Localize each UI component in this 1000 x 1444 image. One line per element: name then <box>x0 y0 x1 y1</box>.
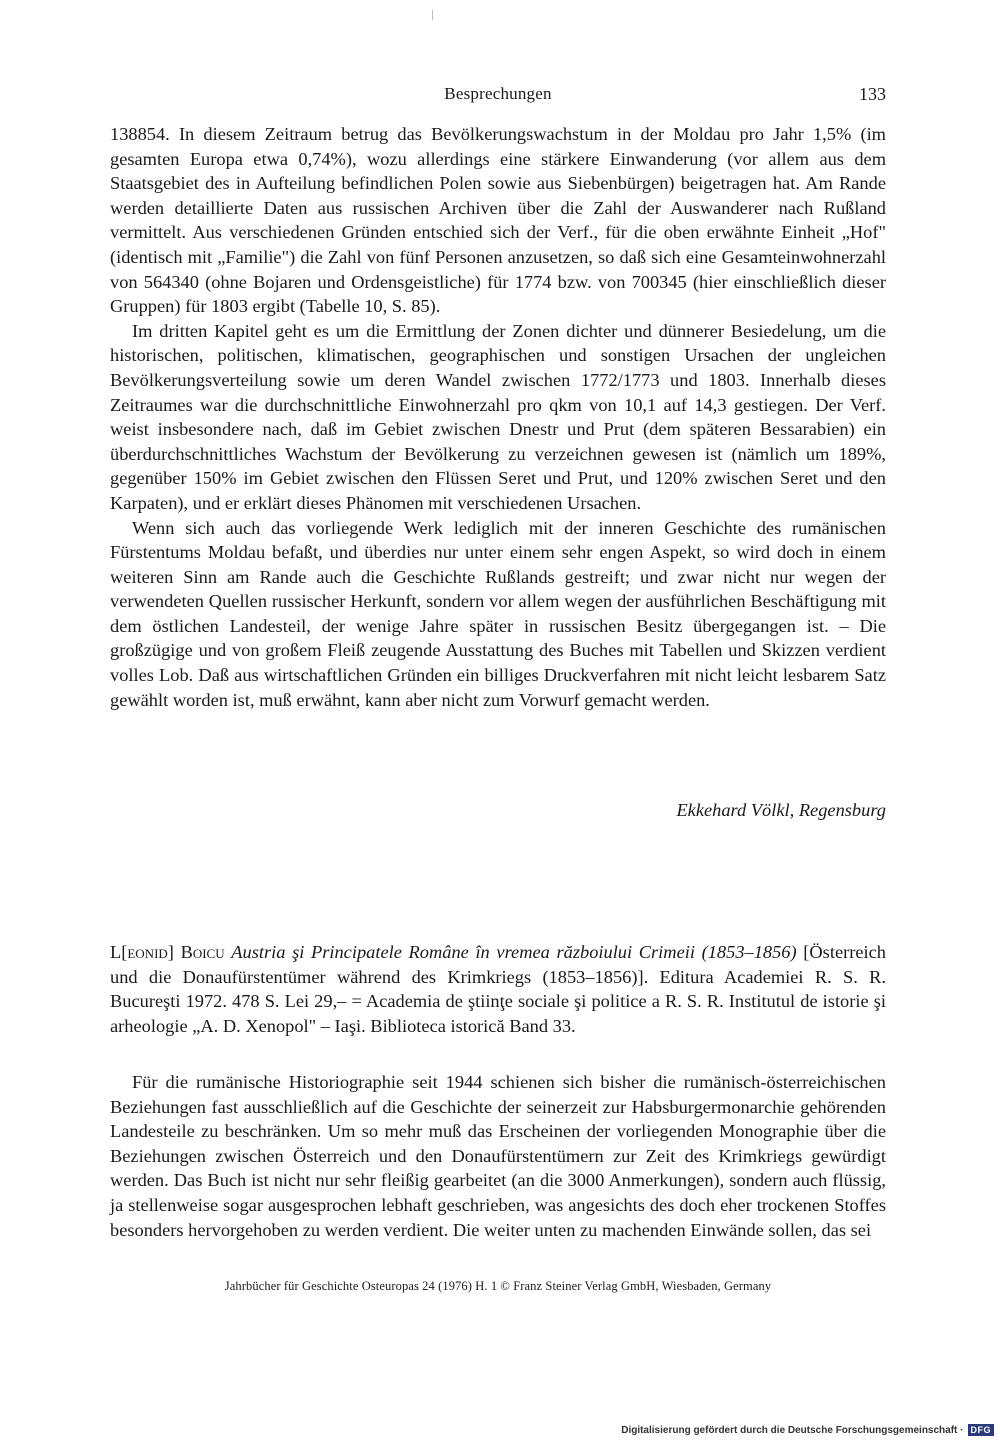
citation-author: L[eonid] Boicu <box>110 942 225 962</box>
review-one-text <box>110 122 886 712</box>
scan-mark <box>432 10 433 20</box>
dfg-logo-icon: DFG <box>968 1424 995 1436</box>
dfg-funding-note <box>621 1424 994 1436</box>
reviewer-signature: Ekkehard Völkl, Regensburg <box>676 800 886 820</box>
dfg-note-text: Digitalisierung gefördert durch die Deutsche Forschungsgemeinschaft · <box>621 1424 964 1436</box>
review-one-paragraph-3: Wenn sich auch das vorliegende Werk lediglich mit der inneren Geschichte des rumänischen Fürstentums Moldau befaßt, und überdies nur unter einem sehr engen Aspekt, so wird doch in einem weiteren Sinn am Rande auch die Geschichte Rußlands gestreift; und zwar nicht nur wegen der verwendeten Quellen russischer Herkunft, sondern vor allem wegen der ausführlichen Beschäftigung mit dem östlichen Landesteil, der wenige Jahre später in russischen Besitz übergegangen ist. – Die großzügige und von großem Fleiß zeugende Ausstattung des Buches mit Tabellen und Skizzen verdient volles Lob. Daß aus wirtschaftlichen Gründen ein billiges Druckverfahren mit nicht leicht lesbarem Satz gewählt worden ist, muß erwähnt, kann aber nicht zum Vorwurf gemacht werden. <box>110 517 886 710</box>
review-two-text <box>110 1070 886 1242</box>
page-number: 133 <box>859 84 886 104</box>
review-one-paragraph-1: 138854. In diesem Zeitraum betrug das Bevölkerungswachstum in der Moldau pro Jahr 1,5% (im gesamten Europa etwa 0,74%), wozu allerdings eine stärkere Einwanderung (vor allem aus dem Staatsgebiet des in Aufteilung befindlichen Polen sowie aus Siebenbürgen) beigetragen hat. Am Rande werden detaillierte Daten aus russischen Archiven über die Zahl der Auswanderer nach Rußland vermittelt. Aus verschiedenen Gründen entschied sich der Verf., für die oben erwähnte Einheit „Hof" (identisch mit „Familie") die Zahl von fünf Personen anzusetzen, so daß sich eine Gesamteinwohnerzahl von 564340 (ohne Bojaren und Ordensgeistliche) für 1774 bzw. von 700345 (hier einschließlich dieser Gruppen) für 1803 ergibt (Tabelle 10, S. 85). <box>110 124 886 317</box>
review-one-paragraph-2: Im dritten Kapitel geht es um die Ermittlung der Zonen dichter und dünnerer Besiedelung, um die historischen, politischen, klimatischen, geographischen und sonstigen Ursachen der ungleichen Bevölkerungsverteilung sowie um deren Wandel zwischen 1772/1773 und 1803. Innerhalb dieses Zeitraumes war die durchschnittliche Einwohnerzahl pro qkm von 10,1 auf 14,3 gestiegen. Der Verf. weist insbesondere nach, daß im Gebiet zwischen Dnestr und Prut (dem späteren Bessarabien) ein überdurchschnittliches Wachstum der Bevölkerung zu verzeichnen gewesen ist (nämlich um 189%, gegenüber 150% im Gebiet zwischen den Flüssen Seret und Prut, und 120% zwischen Seret und den Karpaten), und er erklärt dieses Phänomen mit verschiedenen Ursachen. <box>110 320 886 513</box>
citation-details: [Österreich und die Donaufürstentümer während des Krimkriegs (1853–1856)]. Editura Academiei R. S. R. Bucureşti 1972. 478 S. Lei 29,– = Academia de ştiinţe sociale şi politice a R. S. R. Institutul de istorie şi arheologie „A. D. Xenopol" – Iaşi. Biblioteca istorică Band 33. <box>110 942 886 1036</box>
running-head <box>110 84 886 108</box>
journal-footer: Jahrbücher für Geschichte Osteuropas 24 (1976) H. 1 © Franz Steiner Verlag GmbH, Wiesbaden, Germany <box>224 1279 772 1293</box>
review-two-paragraph-1: Für die rumänische Historiographie seit 1944 schienen sich bisher die rumänisch-österreichischen Beziehungen fast ausschließlich auf die Geschichte der seinerzeit zur Habsburgermonarchie gehörenden Landesteile zu beschränken. Um so mehr muß das Erscheinen der vorliegenden Monographie über die Beziehungen zwischen Österreich und den Donaufürstentümern zur Zeit des Krimkriegs gewürdigt werden. Das Buch ist nicht nur sehr fleißig gearbeitet (an die 3000 Anmerkungen), sondern auch flüssig, ja stellenweise sogar ausgesprochen lebhaft geschrieben, was angesichts des doch eher trockenen Stoffes besonders hervorgehoben zu werden verdient. Die weiter unten zu machenden Einwände sollen, das sei <box>110 1072 886 1240</box>
citation-title: Austria şi Principatele Române în vremea războiului Crimeii (1853–1856) <box>231 942 797 962</box>
running-head-title: Besprechungen <box>444 84 552 103</box>
book-citation <box>110 940 886 1038</box>
